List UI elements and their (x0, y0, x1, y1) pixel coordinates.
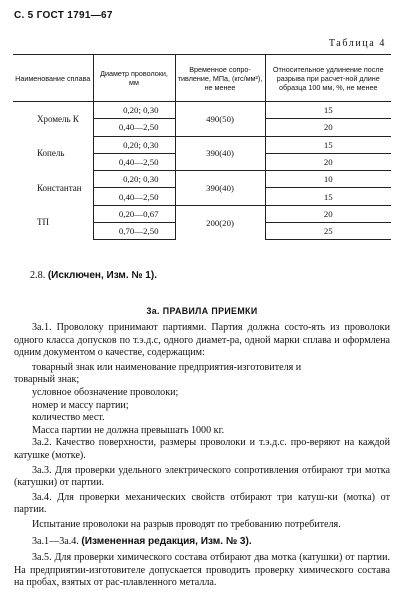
paragraph-3a2: 3а.2. Качество поверхности, размеры проволоки и т.э.д.с. про-веряют на каждой катушке (мотке). (14, 437, 390, 461)
elongation-cell: 20 (265, 153, 391, 170)
elongation-cell: 25 (265, 223, 391, 240)
list-item: номер и массу партии; (32, 399, 129, 411)
diameter-cell: 0,40—2,50 (93, 153, 175, 170)
elongation-cell: 20 (265, 205, 391, 222)
elongation-cell: 10 (265, 171, 391, 188)
page-header: С. 5 ГОСТ 1791—67 (14, 10, 113, 21)
amendment-ref: 3а.1—3а.4. (32, 535, 79, 547)
diameter-cell: 0,40—2,50 (93, 119, 175, 136)
elongation-cell: 20 (265, 119, 391, 136)
diameter-cell: 0,70—2,50 (93, 223, 175, 240)
table-row (13, 171, 391, 188)
diameter-cell: 0,20; 0,30 (93, 102, 175, 119)
header-strength: Временное сопро-тивление, МПа, (кгс/мм²), не менее (175, 55, 265, 102)
amendment-note (14, 536, 390, 549)
paragraph-3a3: 3а.3. Для проверки удельного электрического сопротивления отбирают три мотка (катушки) от партии. (14, 464, 390, 489)
table-header-row (13, 55, 391, 102)
amendment-text: (Измененная редакция, Изм. № 3). (81, 535, 252, 547)
paragraph-3a5: 3а.5. Для проверки химического состава отбирают два мотка (катушки) от партии. На предприятии-изготовителе допускается проводить проверку химического состава на пробах, взятых от рас-плавленного металла. (14, 552, 390, 589)
table-label: Таблица 4 (328, 38, 386, 49)
section-2-8-text: (Исключен, Изм. № 1). (47, 270, 157, 281)
properties-table (13, 54, 391, 240)
elongation-cell: 15 (323, 105, 333, 116)
header-elongation: Относительное удлинение после разрыва при расчет-ной длине образца 100 мм, %, не менее (265, 55, 391, 102)
diameter-cell: 0,20—0,67 (93, 205, 175, 222)
mass-note: Масса партии не должна превышать 1000 кг. (32, 424, 225, 436)
section-2-8 (30, 270, 157, 281)
table-row (13, 102, 391, 119)
strength-cell: 390(40) (175, 171, 265, 206)
strength-cell: 490(50) (175, 102, 265, 137)
paragraph-3a4: 3а.4. Для проверки механических свойств отбирают три катуш-ки (мотка) от партии. (14, 491, 390, 516)
paragraph-tensile: Испытание проволоки на разрыв проводят по требованию потребителя. (32, 518, 341, 530)
diameter-cell: 0,20; 0,30 (93, 136, 175, 153)
body-text (14, 322, 390, 592)
section-2-8-number: 2.8. (30, 270, 46, 281)
elongation-cell: 15 (265, 136, 391, 153)
list-item: условное обозначение проволоки; (32, 386, 179, 398)
strength-cell: 200(20) (175, 205, 265, 240)
elongation-cell: 15 (265, 188, 391, 205)
strength-cell: 390(40) (175, 136, 265, 171)
list-item: товарный знак или наименование предприятия-изготовителя и (32, 361, 302, 373)
section-title: 3а. ПРАВИЛА ПРИЕМКИ (146, 306, 258, 316)
diameter-cell: 0,20; 0,30 (93, 171, 175, 188)
table-row (13, 205, 391, 222)
paragraph-3a1: 3а.1. Проволоку принимают партиями. Партия должна состо-ять из проволоки одного класса допусков по т.э.д.с, одного диамет-ра, одной марки сплава и оформлена одним документом о качестве, содержащим: (14, 322, 390, 359)
alloy-name: ТП (13, 205, 93, 240)
alloy-name: Копель (13, 136, 93, 171)
alloy-name: Хромель К (13, 102, 93, 137)
alloy-name: Константан (13, 171, 93, 206)
header-diameter: Диаметр проволоки, мм (93, 55, 175, 102)
list-item: количество мест. (32, 412, 105, 424)
diameter-cell: 0,40—2,50 (93, 188, 175, 205)
table-row (13, 136, 391, 153)
list-item-continuation: товарный знак; (14, 374, 80, 386)
header-alloy: Наименование сплава (13, 55, 93, 102)
